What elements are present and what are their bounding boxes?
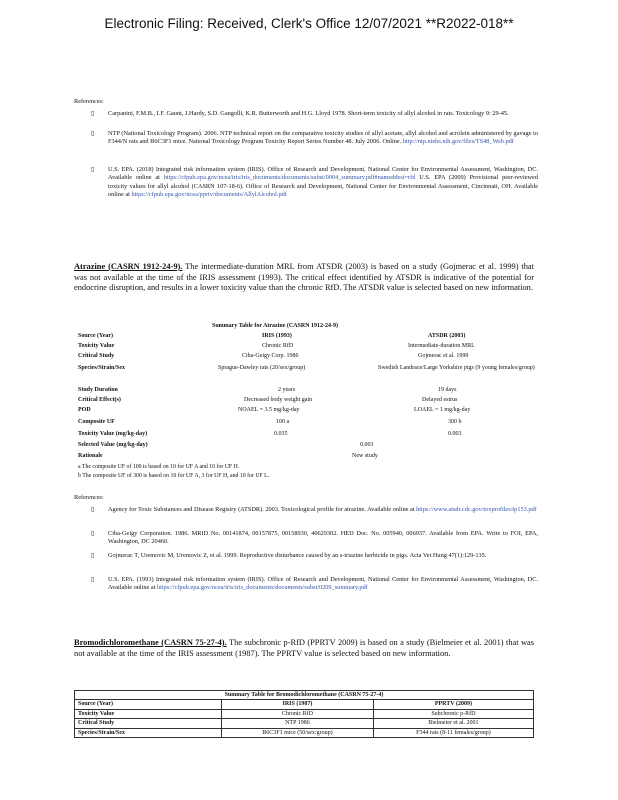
filing-header: Electronic Filing: Received, Clerk's Office 12/07/2021 **R2022-018**	[104, 16, 514, 31]
atrazine-paragraph: Atrazine (CASRN 1912-24-9). The intermediate-duration MRL from ATSDR (2003) is based on a study (Gojmerac et al. 1999) that was not available at the time of the IRIS assessment (1993). The critical effect identified by ATSDR is indicative of the potential for endocrine disruption, and results in a lower toxicity value than the chronic RfD. The ATSDR value is selected based on new information.	[74, 262, 534, 293]
table-row: Source (Year) IRIS (1987) PPRTV (2009)	[75, 700, 534, 709]
reference-link[interactable]: http://ntp.niehs.nih.gov/files/TS48_Web.pdf	[402, 138, 514, 146]
reference-item: U.S. EPA. (2018) Integrated risk information system (IRIS). Office of Research and Development, National Center for Environmental Assessment, Washington, DC. Available online at https://cfpub.epa.gov/ncea/iris/iris_documents/documents/subst/0004_summary.pdf#nameddest=rfd U.S. EPA (2009) Provisional peer-reviewed toxicity values for allyl alcohol (CASRN 107-18-6). Office of Research and Development, National Center for Environmental Assessment, Cincinnati, OH. Available online at https://cfpub.epa.gov/ncea/pprtv/documents/AllylAlcohol.pdf	[108, 166, 538, 199]
reference-link[interactable]: https://cfpub.epa.gov/ncea/iris/iris_documents/documents/subst/0004_summary.pdf#nameddest=rfd	[163, 174, 416, 182]
references-heading: References:	[74, 494, 104, 501]
bullet-icon: ▯	[91, 111, 95, 117]
bromo-summary-table	[74, 690, 534, 738]
bullet-icon: ▯	[91, 507, 95, 513]
bullet-icon: ▯	[91, 553, 95, 559]
reference-link[interactable]: https://cfpub.epa.gov/ncea/pprtv/documents/AllylAlcohol.pdf	[131, 191, 287, 199]
reference-item: U.S. EPA. (1993) Integrated risk information system (IRIS). Office of Research and Development, National Center for Environmental Assessment, Washington, DC. Available online at https://cfpub.epa.gov/ncea/iris/iris_documents/documents/subst/0209_summary.pdf	[108, 576, 538, 592]
bromo-title: Bromodichloromethane (CASRN 75-27-4).	[74, 638, 227, 647]
reference-item: Carpanini, F.M.B., I.F. Gaunt, J.Hardy, S.D. Gangolli, K.R. Butterworth and H.G. Lloyd 1978. Short-term toxicity of allyl alcohol in rats. Toxicology 9: 29-45.	[108, 110, 509, 117]
bullet-icon: ▯	[91, 131, 95, 137]
bullet-icon: ▯	[91, 531, 95, 537]
reference-item: NTP (National Toxicology Program). 2006. NTP technical report on the comparative toxicity studies of allyl acetate, allyl alcohol and acrolein administered by gavage to F344/N rats and B6C3F1 mice. National Toxicology Program Toxicity Report Series Number 48. July 2006. Online. http://ntp.niehs.nih.gov/files/TS48_Web.pdf	[108, 130, 538, 146]
reference-item: Ciba-Geigy Corporation. 1986. MRID No. 00141874, 00157875, 00158930, 40629302. HED Doc. No. 005940, 006937. Available from EPA. Write to FOI, EPA, Washington, DC 20460.	[108, 530, 538, 546]
atrazine-title: Atrazine (CASRN 1912-24-9).	[74, 262, 183, 271]
table-footnote: a The composite UF of 100 is based on 10 for UF A and 10 for UF H.	[78, 464, 240, 470]
bullet-icon: ▯	[91, 577, 95, 583]
bullet-icon: ▯	[91, 167, 95, 173]
reference-link[interactable]: https://www.atsdr.cdc.gov/toxprofiles/tp153.pdf	[416, 506, 537, 513]
reference-item: Agency for Toxic Substances and Disease Registry (ATSDR). 2003. Toxicological profile for atrazine. Available online at https://www.atsdr.cdc.gov/toxprofiles/tp153.pdf	[108, 506, 537, 513]
table-row: Species/Strain/Sex B6C3F1 mice (50/sex/group) F344 rats (8-11 females/group)	[75, 728, 534, 737]
table-row: Toxicity Value Chronic RfD Subchronic p-RfD	[75, 709, 534, 718]
reference-item: Gojmerac T, Uremovic M, Uremovic Z, et al. 1999. Reproductive disturbance caused by an s-triazine herbicide in pigs. Acta Vet Hung 47(1):129-135.	[108, 552, 487, 559]
table-row: Critical Study NTP 1986 Bielmeier et al. 2001	[75, 719, 534, 728]
table-footnote: b The composite UF of 300 is based on 10 for UF A, 3 for UF H, and 10 for UF L.	[78, 473, 270, 479]
bromo-paragraph: Bromodichloromethane (CASRN 75-27-4). The subchronic p-RfD (PPRTV 2009) is based on a study (Bielmeier et al. 2001) that was not available at the time of the IRIS assessment (1987). The PPRTV value is selected based on new information.	[74, 638, 534, 658]
reference-link[interactable]: https://cfpub.epa.gov/ncea/iris/iris_documents/documents/subst/0209_summary.pdf	[157, 584, 368, 592]
table-row: Summary Table for Bromodichloromethane (CASRN 75-27-4)	[75, 691, 534, 700]
atrazine-table-title: Summary Table for Atrazine (CASRN 1912-24-9)	[212, 323, 339, 329]
references-heading: References:	[74, 98, 104, 105]
